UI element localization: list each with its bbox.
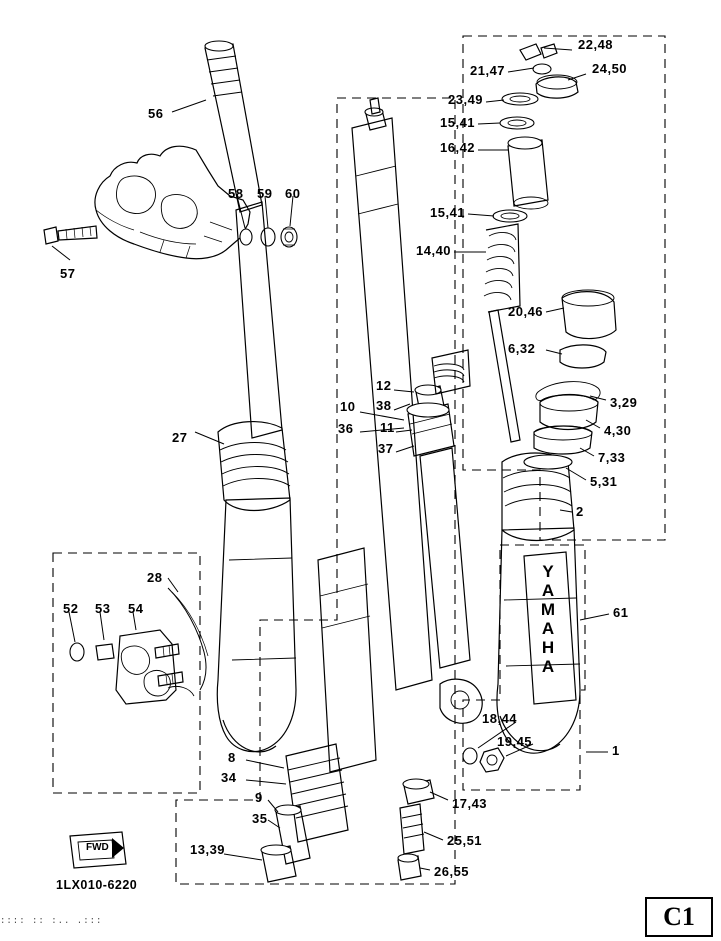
callout-1: 1 bbox=[612, 743, 620, 758]
steering-stem-assembly bbox=[44, 41, 297, 259]
callout-61: 61 bbox=[613, 605, 629, 620]
decal-letter-y: Y bbox=[542, 562, 554, 581]
callout-17-43: 17,43 bbox=[452, 796, 488, 811]
callout-34: 34 bbox=[221, 770, 237, 785]
fork-internal-small-parts bbox=[484, 44, 616, 469]
callout-23-49: 23,49 bbox=[448, 92, 484, 107]
callout-7-33: 7,33 bbox=[598, 450, 626, 465]
scan-artifact-row: :::: :: :.. .::: bbox=[0, 916, 103, 926]
callout-37: 37 bbox=[378, 441, 394, 456]
callout-14-40: 14,40 bbox=[416, 243, 452, 258]
callout-26-55: 26,55 bbox=[434, 864, 470, 879]
callout-52: 52 bbox=[63, 601, 79, 616]
callout-58: 58 bbox=[228, 186, 244, 201]
callout-54: 54 bbox=[128, 601, 144, 616]
callout-9: 9 bbox=[255, 790, 263, 805]
callout-18-44: 18,44 bbox=[482, 711, 518, 726]
drawing-code: 1LX010-6220 bbox=[56, 878, 138, 892]
callout-57: 57 bbox=[60, 266, 76, 281]
callout-25-51: 25,51 bbox=[447, 833, 483, 848]
callout-13-39: 13,39 bbox=[190, 842, 226, 857]
callout-16-42: 16,42 bbox=[440, 140, 476, 155]
callout-59: 59 bbox=[257, 186, 273, 201]
callout-5-31: 5,31 bbox=[590, 474, 618, 489]
callout-10: 10 bbox=[340, 399, 356, 414]
fwd-label: FWD bbox=[86, 842, 109, 853]
callout-15-41-lower: 15,41 bbox=[430, 205, 466, 220]
callout-12: 12 bbox=[376, 378, 392, 393]
callout-8: 8 bbox=[228, 750, 236, 765]
callout-27: 27 bbox=[172, 430, 188, 445]
decal-letter-m: M bbox=[540, 600, 556, 619]
yamaha-decal-text bbox=[533, 562, 563, 702]
decal-letter-h: H bbox=[541, 638, 555, 657]
callout-24-50: 24,50 bbox=[592, 61, 628, 76]
callout-15-41-upper: 15,41 bbox=[440, 115, 476, 130]
callout-38: 38 bbox=[376, 398, 392, 413]
callout-3-29: 3,29 bbox=[610, 395, 638, 410]
left-fork-assembly bbox=[70, 202, 296, 752]
decal-letter-a2: A bbox=[541, 619, 555, 638]
page-tag: C1 bbox=[645, 897, 713, 937]
group-box-lower-right bbox=[463, 545, 585, 790]
callout-22-48: 22,48 bbox=[578, 37, 614, 52]
callout-53: 53 bbox=[95, 601, 111, 616]
callout-36: 36 bbox=[338, 421, 354, 436]
callout-19-45: 19,45 bbox=[497, 734, 533, 749]
callout-21-47: 21,47 bbox=[470, 63, 506, 78]
callout-6-32: 6,32 bbox=[508, 341, 536, 356]
decal-letter-a3: A bbox=[541, 657, 555, 676]
callout-2: 2 bbox=[576, 504, 584, 519]
callout-56: 56 bbox=[148, 106, 164, 121]
decal-letter-a1: A bbox=[541, 581, 555, 600]
callout-60: 60 bbox=[285, 186, 301, 201]
group-box-center bbox=[176, 98, 455, 884]
callout-28: 28 bbox=[147, 570, 163, 585]
callout-35: 35 bbox=[252, 811, 268, 826]
callout-20-46: 20,46 bbox=[508, 304, 544, 319]
callout-4-30: 4,30 bbox=[604, 423, 632, 438]
callout-11: 11 bbox=[380, 420, 395, 435]
